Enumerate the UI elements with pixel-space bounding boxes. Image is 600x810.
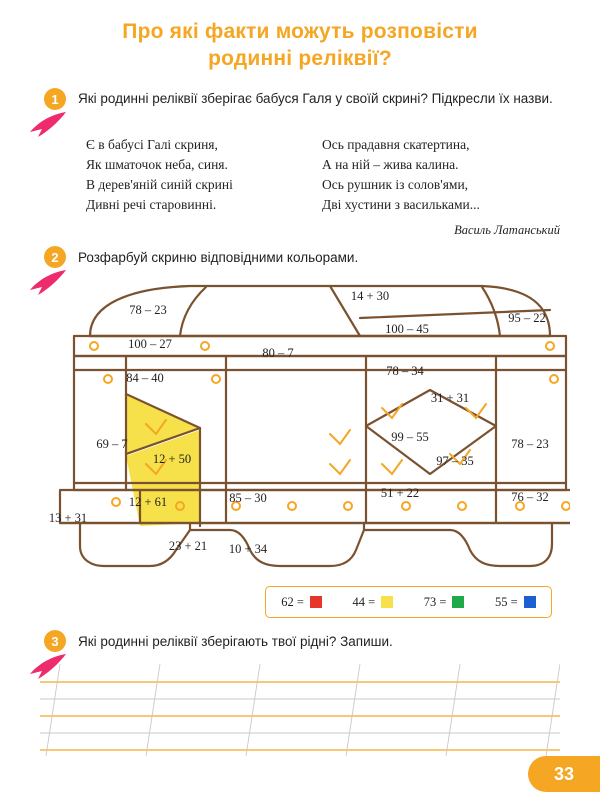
color-legend	[265, 586, 552, 618]
legend-label: 55 =	[495, 594, 518, 609]
chest-equation: 100 – 27	[128, 337, 172, 351]
chest-equation: 84 – 40	[126, 371, 164, 385]
chest-equation: 80 – 7	[262, 346, 294, 360]
poem-author: Василь Латанський	[454, 223, 560, 237]
task-2-text: Розфарбуй скриню відповідними кольорами.	[78, 250, 359, 265]
legend-label: 44 =	[352, 594, 376, 609]
page-title	[0, 18, 600, 72]
poem-line: Ось прадавня скатертина,	[322, 137, 470, 152]
chest-equation: 31 + 31	[430, 391, 470, 405]
chest-equation: 95 – 22	[508, 311, 546, 325]
legend-swatch-red	[310, 596, 322, 608]
chest-equation: 10 + 34	[228, 542, 268, 556]
page-title-line-2: родинні реліквії?	[208, 47, 392, 70]
poem-line: Є в бабусі Галі скриня,	[86, 137, 218, 152]
chest-equation: 78 – 23	[511, 437, 549, 451]
chest-equation: 69 – 7	[96, 437, 128, 451]
poem-left-column	[86, 135, 233, 215]
chest-equation: 78 – 34	[386, 364, 424, 378]
legend-label: 62 =	[281, 594, 304, 609]
chest-equation: 12 + 61	[128, 495, 168, 509]
chest-equation: 14 + 30	[350, 289, 390, 303]
chest-equation: 85 – 30	[229, 491, 267, 505]
chest-equation: 51 + 22	[380, 486, 420, 500]
poem-right-column	[322, 135, 480, 215]
legend-swatch-blue	[524, 596, 536, 608]
legend-item	[353, 595, 394, 610]
task-number-3: 3	[44, 630, 66, 652]
answer-writing-area[interactable]	[40, 664, 560, 756]
poem-line: Ось рушник із солов'ями,	[322, 177, 469, 192]
poem-line: Дивні речі старовинні.	[86, 197, 217, 212]
chest-equation: 12 + 50	[152, 452, 192, 466]
poem-line: Дві хустини з васильками...	[322, 197, 480, 212]
chest-equation: 13 + 31	[48, 511, 88, 525]
poem-line: Як шматочок неба, синя.	[86, 157, 228, 172]
chest-equation: 78 – 23	[129, 303, 167, 317]
legend-item	[424, 595, 465, 610]
legend-swatch-green	[452, 596, 464, 608]
chest-equation: 23 + 21	[168, 539, 208, 553]
legend-item	[281, 595, 322, 610]
writing-lines-svg	[40, 664, 560, 756]
chest-equation: 76 – 32	[511, 490, 549, 504]
legend-item	[495, 595, 536, 610]
task-1-text: Які родинні реліквії зберігає бабуся Галя у своїй скрині? Підкресли їх назви.	[78, 91, 553, 106]
chest-equation: 99 – 55	[391, 430, 429, 444]
poem-line: А на ній – жива калина.	[322, 157, 459, 172]
task-number-1: 1	[44, 88, 66, 110]
pointer-arrow-icon-1	[28, 110, 68, 138]
page-title-line-1: Про які факти можуть розповісти	[122, 20, 478, 43]
task-number-2: 2	[44, 246, 66, 268]
legend-label: 73 =	[423, 594, 447, 609]
legend-swatch-yellow	[381, 596, 393, 608]
chest-illustration	[30, 278, 570, 578]
task-3-text: Які родинні реліквії зберігають твої рідні? Запиши.	[78, 634, 393, 649]
chest-svg	[30, 278, 570, 578]
chest-equation: 100 – 45	[385, 322, 429, 336]
page-number: 33	[528, 756, 600, 792]
poem-line: В дерев'яній синій скрині	[86, 177, 233, 192]
chest-equation: 97 – 35	[436, 454, 474, 468]
